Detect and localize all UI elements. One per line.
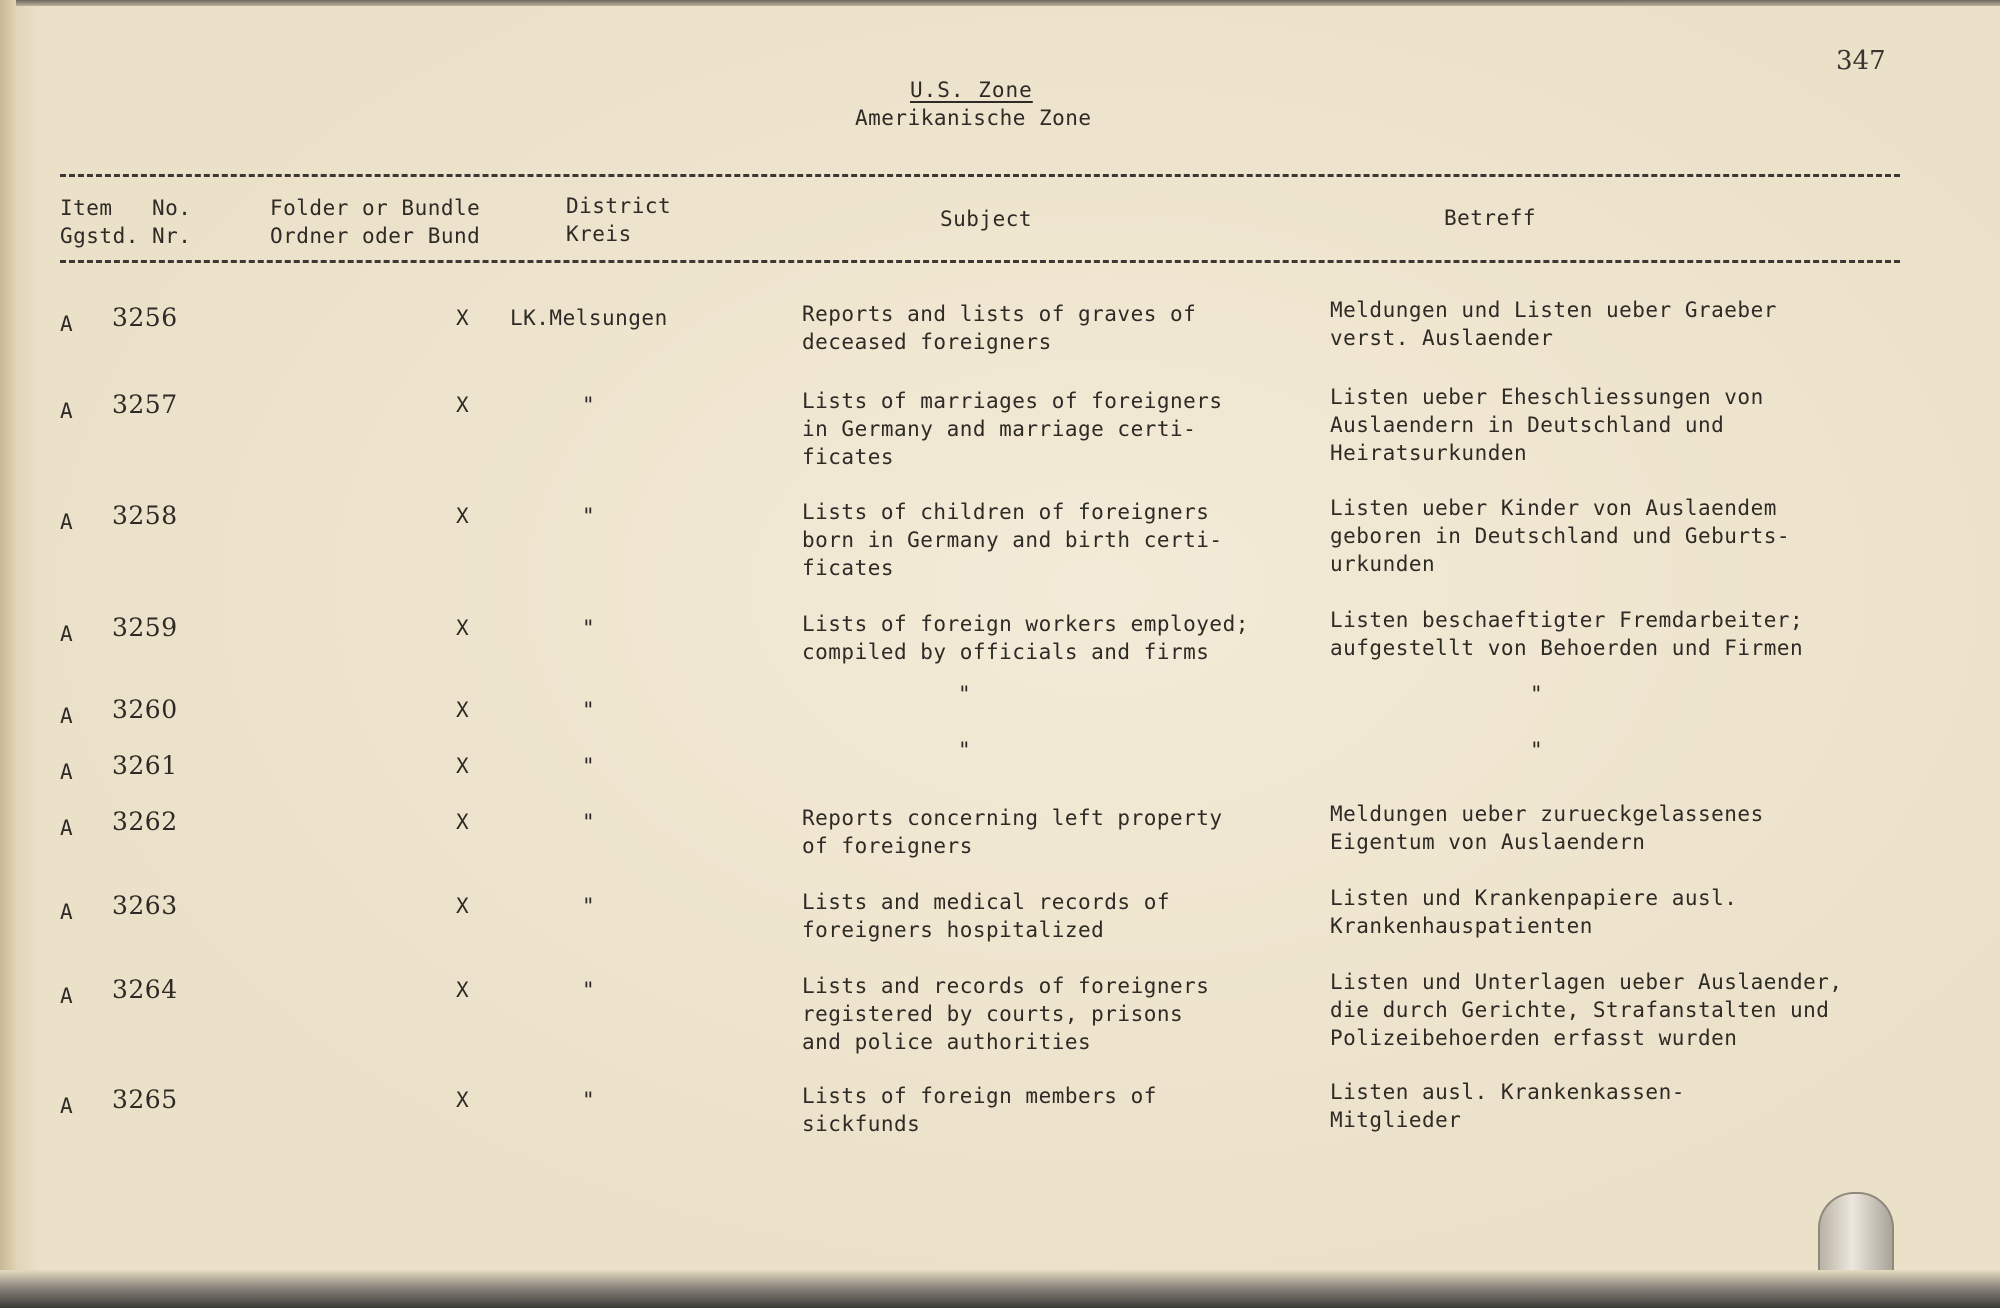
cell-betreff: Listen ueber Kinder von Auslaendem geboren in Deutschland und Geburts- urkunden (1330, 496, 1791, 576)
cell-subject: Lists of foreign workers employed; compiled by officials and firms (802, 612, 1249, 664)
header-district (566, 192, 671, 248)
cell-mark: X (456, 894, 470, 918)
cell-subject: Lists of foreign members of sickfunds (802, 1084, 1157, 1136)
cell-subject: Lists and records of foreigners registered by courts, prisons and police authorities (802, 974, 1210, 1054)
cell-mark: X (456, 698, 470, 722)
cell-no: 3264 (112, 975, 178, 1004)
header-item (60, 194, 139, 250)
cell-betreff: " (1530, 682, 1544, 706)
cell-subject: Lists and medical records of foreigners hospitalized (802, 890, 1171, 942)
cell-item: A (60, 510, 74, 534)
header-item-en: Item (60, 196, 113, 220)
page-top-edge (0, 0, 2000, 6)
cell-item: A (60, 900, 74, 924)
cell-subject: Lists of children of foreigners born in Germany and birth certi- ficates (802, 500, 1223, 580)
cell-district: " (582, 1088, 596, 1112)
header-folder-en: Folder or Bundle (270, 196, 481, 220)
binding-edge (0, 0, 16, 1308)
header-folder (270, 194, 480, 250)
header-no (152, 194, 191, 250)
cell-betreff: Listen beschaeftigter Fremdarbeiter; aufgestellt von Behoerden und Firmen (1330, 608, 1804, 660)
cell-mark: X (456, 810, 470, 834)
cell-no: 3261 (112, 751, 178, 780)
header-item-de: Ggstd. (60, 224, 139, 248)
header-district-en: District (566, 194, 672, 218)
cell-betreff: Listen und Unterlagen ueber Auslaender, die durch Gerichte, Strafanstalten und Polizeibehoerden erfasst wurden (1330, 970, 1843, 1050)
cell-item: A (60, 399, 74, 423)
cell-district: " (582, 616, 596, 640)
cell-item: A (60, 312, 74, 336)
cell-no: 3259 (112, 613, 178, 642)
cell-no: 3263 (112, 891, 178, 920)
header-folder-de: Ordner oder Bund (270, 224, 481, 248)
cell-no: 3260 (112, 695, 178, 724)
cell-mark: X (456, 504, 470, 528)
header-subject: Subject (940, 207, 1033, 231)
header-betreff: Betreff (1444, 206, 1537, 230)
header-district-de: Kreis (566, 222, 632, 246)
cell-no: 3258 (112, 501, 178, 530)
cell-district: " (582, 393, 596, 417)
cell-betreff: Listen ausl. Krankenkassen- Mitglieder (1330, 1080, 1685, 1132)
header-no-de: Nr. (152, 224, 192, 248)
zone-subtitle: Amerikanische Zone (855, 106, 1092, 130)
cell-district: " (582, 754, 596, 778)
zone-title: U.S. Zone (910, 78, 1033, 102)
cell-district: LK.Melsungen (510, 306, 668, 330)
cell-betreff: Listen ueber Eheschliessungen von Auslaendern in Deutschland und Heiratsurkunden (1330, 385, 1764, 465)
cell-no: 3257 (112, 390, 178, 419)
page-bottom-edge (0, 1270, 2000, 1308)
cell-item: A (60, 816, 74, 840)
cell-mark: X (456, 978, 470, 1002)
cell-betreff: Meldungen ueber zurueckgelassenes Eigentum von Auslaendern (1330, 802, 1764, 854)
cell-item: A (60, 622, 74, 646)
cell-mark: X (456, 616, 470, 640)
cell-mark: X (456, 1088, 470, 1112)
cell-betreff: Listen und Krankenpapiere ausl. Krankenhauspatienten (1330, 886, 1738, 938)
cell-item: A (60, 704, 74, 728)
cell-item: A (60, 984, 74, 1008)
cell-mark: X (456, 393, 470, 417)
cell-betreff: Meldungen und Listen ueber Graeber verst. Auslaender (1330, 298, 1777, 350)
cell-subject: Lists of marriages of foreigners in Germany and marriage certi- ficates (802, 389, 1223, 469)
cell-betreff: " (1530, 738, 1544, 762)
cell-district: " (582, 978, 596, 1002)
cell-item: A (60, 760, 74, 784)
cell-subject: Reports and lists of graves of deceased foreigners (802, 302, 1197, 354)
header-bottom-rule (60, 260, 1900, 263)
cell-mark: X (456, 754, 470, 778)
cell-subject: Reports concerning left property of foreigners (802, 806, 1223, 858)
page-number: 347 (1836, 46, 1886, 76)
cell-district: " (582, 504, 596, 528)
header-top-rule (60, 174, 1900, 177)
cell-subject: " (958, 682, 972, 706)
cell-no: 3262 (112, 807, 178, 836)
cell-no: 3265 (112, 1085, 178, 1114)
cell-subject: " (958, 738, 972, 762)
cell-mark: X (456, 306, 470, 330)
cell-district: " (582, 894, 596, 918)
cell-district: " (582, 698, 596, 722)
cell-no: 3256 (112, 303, 178, 332)
cell-district: " (582, 810, 596, 834)
header-no-en: No. (152, 196, 192, 220)
cell-item: A (60, 1094, 74, 1118)
